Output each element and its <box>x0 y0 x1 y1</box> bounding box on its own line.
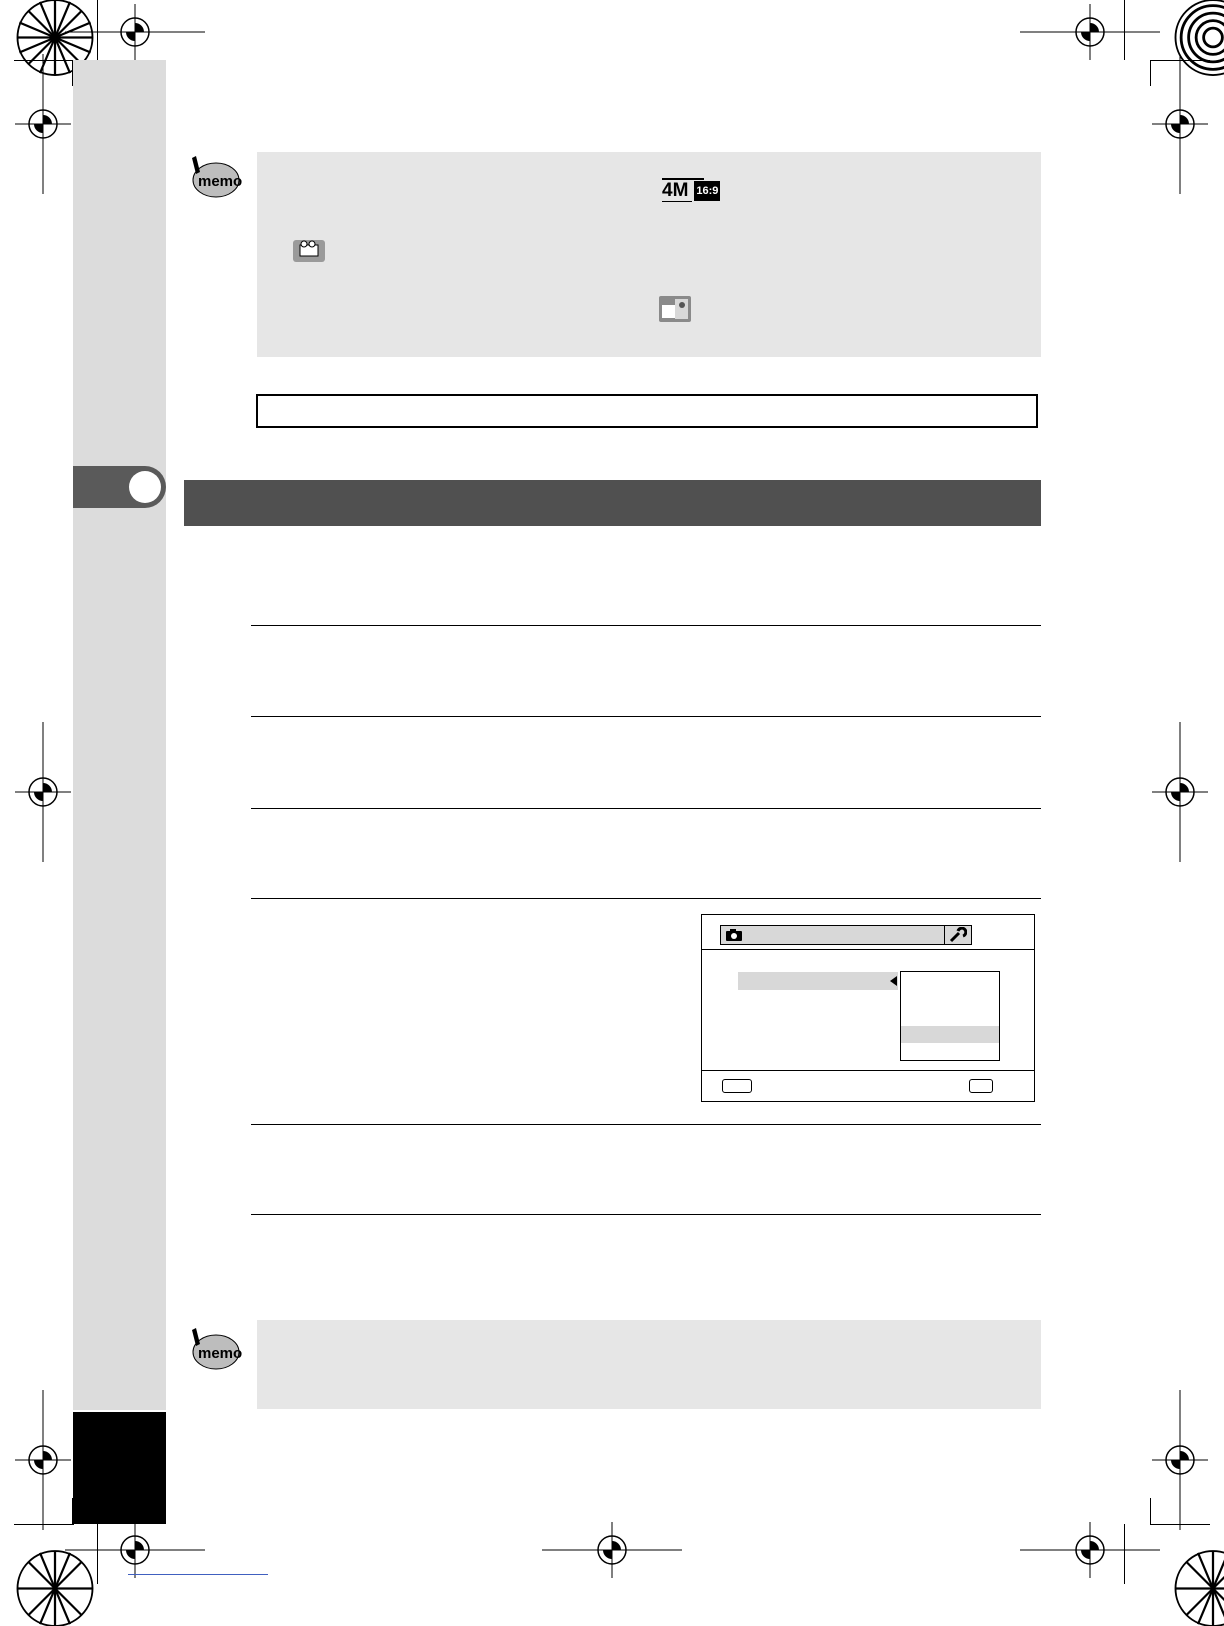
chapter-number-circle <box>129 471 161 503</box>
memo-icon <box>186 154 242 202</box>
screen-divider <box>702 949 1034 950</box>
step-separator <box>251 625 1041 626</box>
step-separator <box>251 716 1041 717</box>
wrench-icon <box>949 927 967 943</box>
footer-rule <box>128 1574 268 1575</box>
movie-mode-icon <box>293 240 325 262</box>
step-separator <box>251 898 1041 899</box>
sidebar-strip <box>73 60 166 1410</box>
ok-button-icon[interactable] <box>969 1079 993 1093</box>
tab-setup[interactable] <box>944 926 971 944</box>
step-separator <box>251 1214 1041 1215</box>
resolution-icon <box>662 178 720 202</box>
picture-in-picture-icon <box>659 296 691 322</box>
submenu-option-selected[interactable] <box>901 1026 999 1043</box>
menu-button-icon[interactable] <box>722 1079 752 1093</box>
memo-icon-label: memo <box>198 1345 242 1362</box>
camera-menu-screen <box>701 914 1035 1102</box>
submenu-popup <box>900 971 1000 1061</box>
resolution-value: 4M <box>662 181 692 202</box>
memo-box-bottom <box>257 1320 1041 1409</box>
camera-icon[interactable] <box>725 928 743 942</box>
menu-tab-strip <box>720 925 972 945</box>
memo-icon-label: memo <box>198 173 242 190</box>
left-arrow-icon <box>890 976 897 986</box>
step-separator <box>251 1124 1041 1125</box>
note-box <box>256 394 1038 428</box>
page-number-block <box>73 1412 166 1524</box>
memo-box-top <box>257 152 1041 357</box>
section-header-bar <box>184 480 1041 526</box>
menu-row-selected[interactable] <box>738 972 898 990</box>
memo-icon <box>186 1326 242 1374</box>
step-separator <box>251 808 1041 809</box>
screen-divider <box>702 1070 1034 1071</box>
aspect-ratio-value: 16:9 <box>694 181 720 201</box>
